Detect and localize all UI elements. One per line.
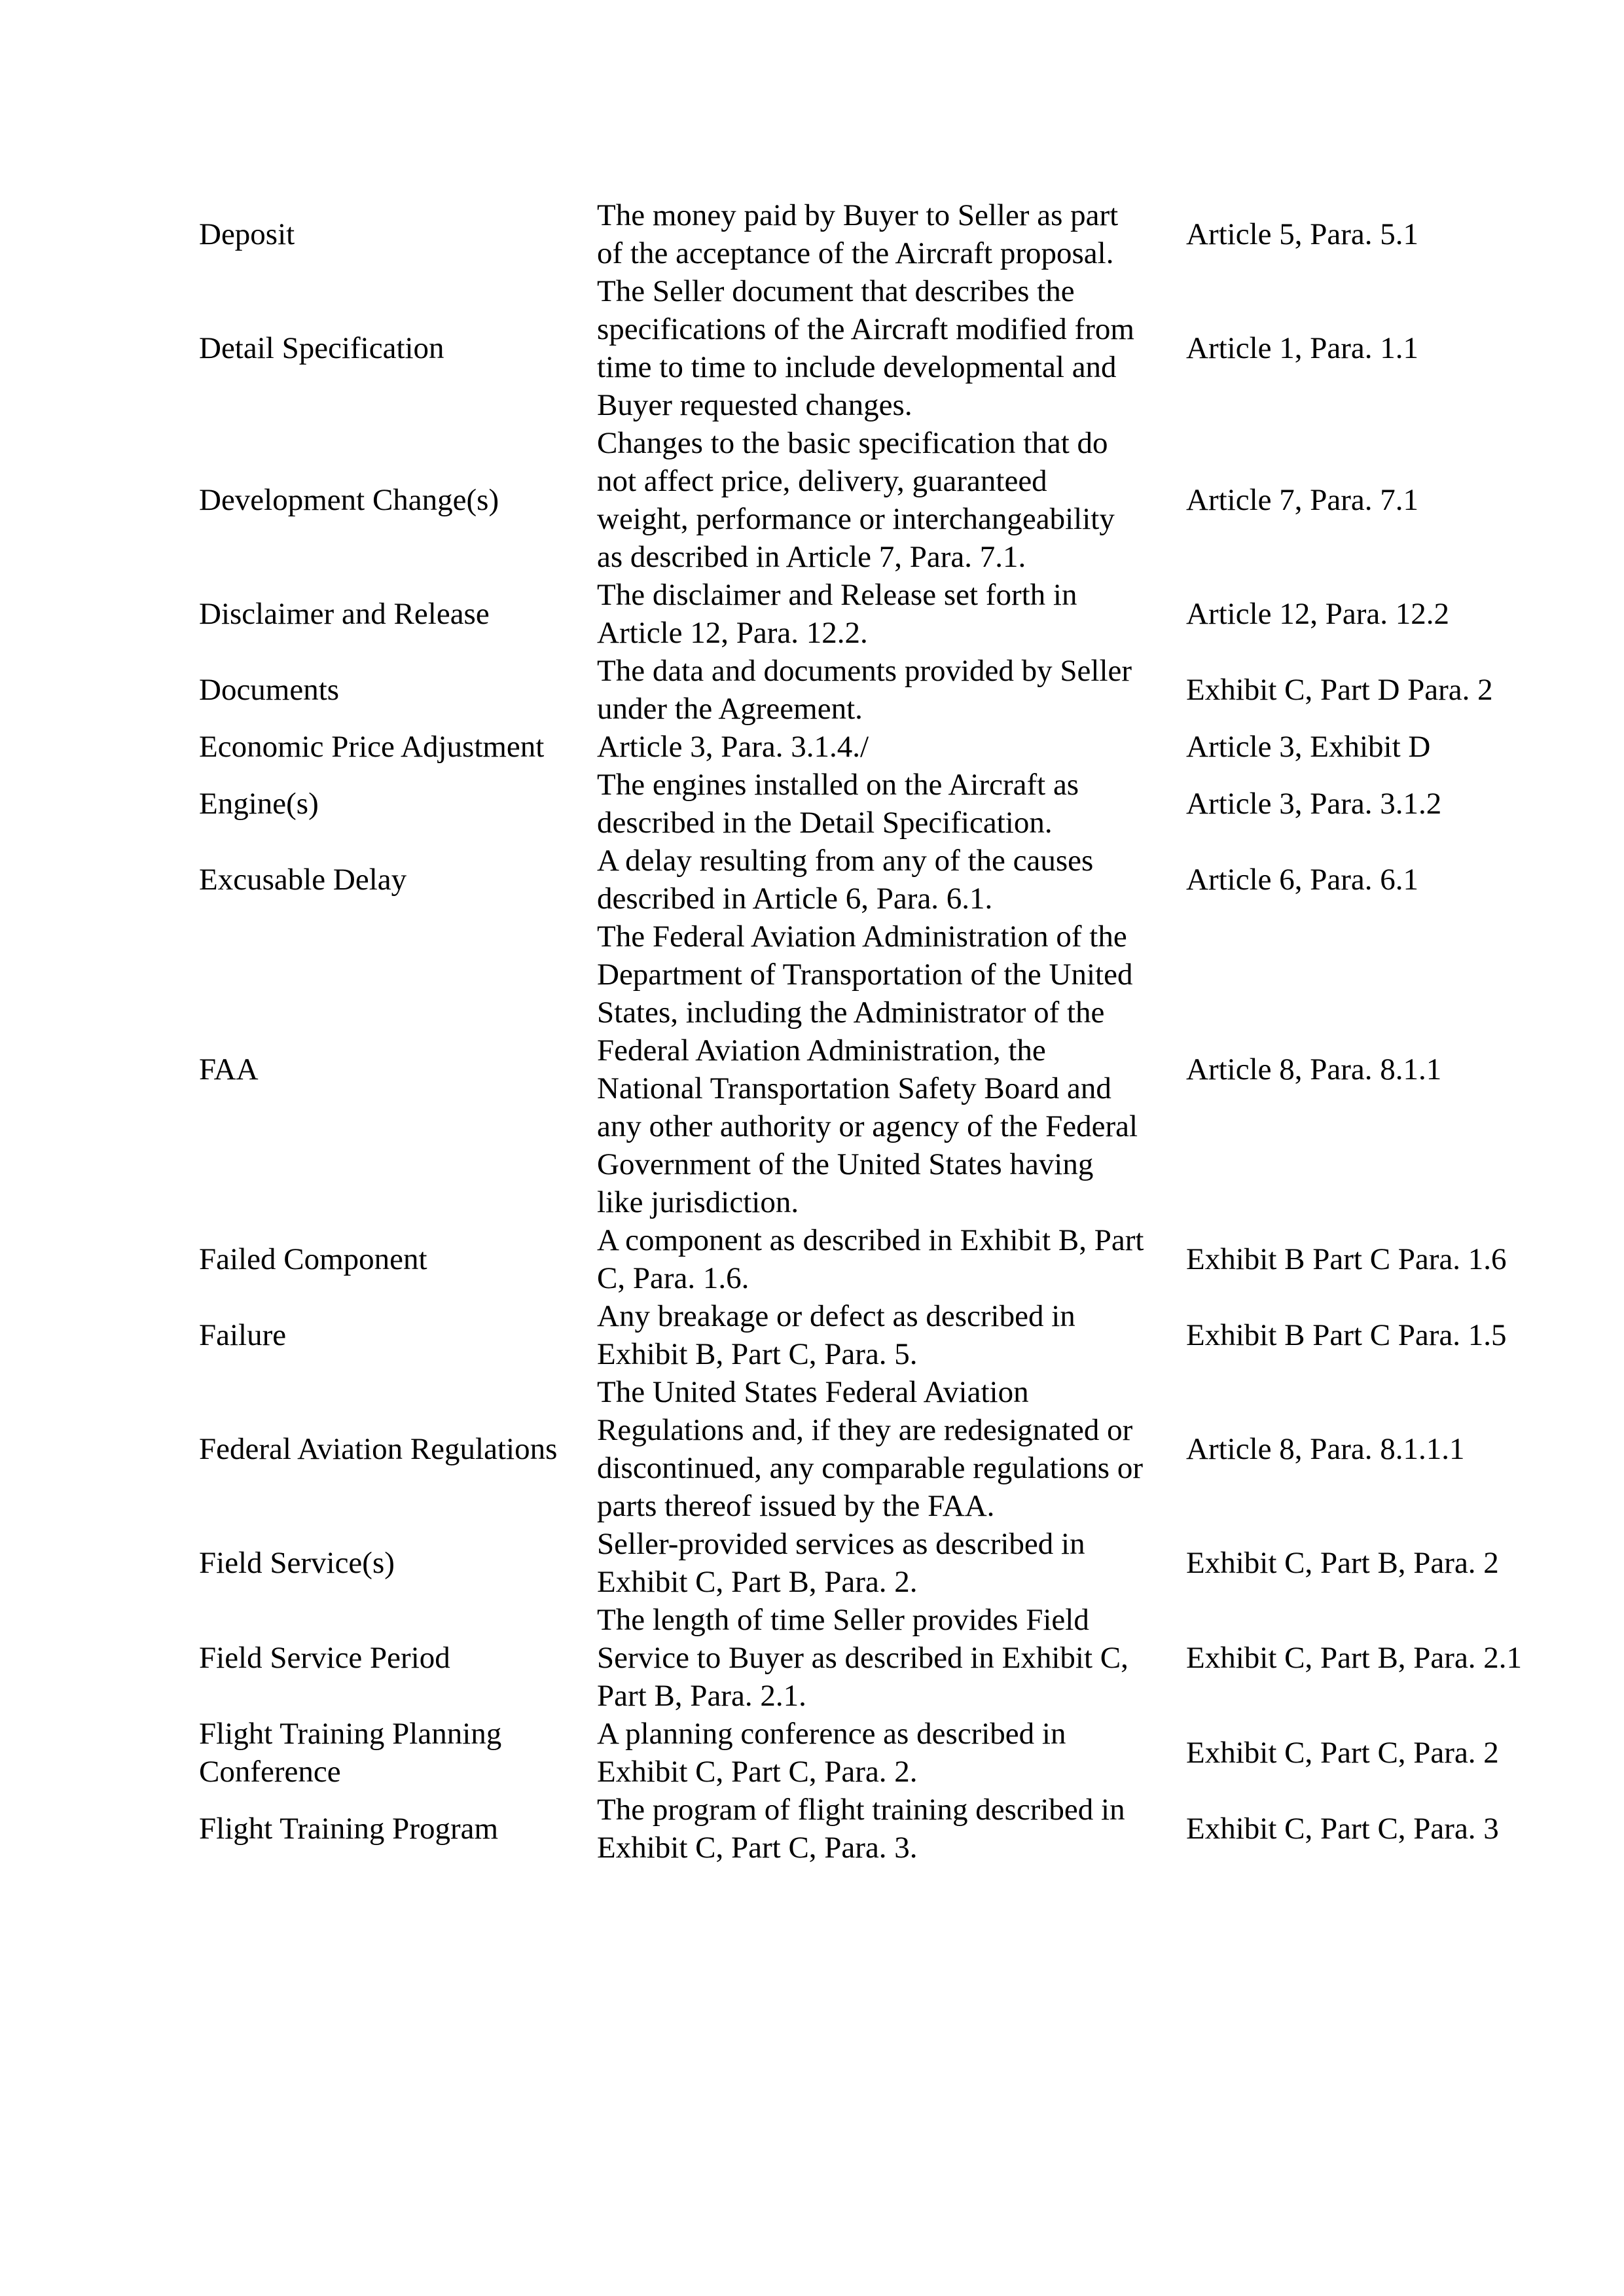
table-row: [199, 576, 1541, 652]
reference-cell: Exhibit C, Part C, Para. 2: [1186, 1736, 1499, 1770]
reference-cell: Exhibit C, Part B, Para. 2.1: [1186, 1641, 1523, 1675]
term-cell: Flight Training Planning Conference: [199, 1717, 502, 1789]
reference-cell: Article 7, Para. 7.1: [1186, 483, 1419, 517]
reference-cell: Exhibit C, Part C, Para. 3: [1186, 1812, 1499, 1846]
table-row: [199, 652, 1541, 728]
table-row: [199, 272, 1541, 424]
definition-cell: The Federal Aviation Administration of the Department of Transportation of the United States, including the Administrator of the Federal Aviation Administration, the National Transportation Safety Board and any other authority or agency of the Federal Government of the United States having like jurisdiction.: [597, 920, 1138, 1219]
reference-cell: Exhibit C, Part D Para. 2: [1186, 673, 1493, 707]
table-row: [199, 424, 1541, 576]
definition-cell: A component as described in Exhibit B, Part C, Para. 1.6.: [597, 1223, 1144, 1295]
term-cell: Documents: [199, 673, 340, 707]
table-row: [199, 766, 1541, 842]
table-row: [199, 842, 1541, 918]
term-cell: Development Change(s): [199, 483, 499, 517]
definition-cell: A delay resulting from any of the causes described in Article 6, Para. 6.1.: [597, 844, 1094, 916]
definition-cell: The United States Federal Aviation Regulations and, if they are redesignated or discontinued, any comparable regulations or parts thereof issued by the FAA.: [597, 1375, 1143, 1523]
definition-cell: The Seller document that describes the specifications of the Aircraft modified from time to time to include developmental and Buyer requested changes.: [597, 274, 1134, 422]
term-cell: Field Service Period: [199, 1641, 450, 1675]
reference-cell: Article 8, Para. 8.1.1.1: [1186, 1432, 1465, 1466]
definition-cell: Article 3, Para. 3.1.4./: [597, 730, 869, 764]
definition-cell: The engines installed on the Aircraft as described in the Detail Specification.: [597, 768, 1079, 840]
definition-cell: The length of time Seller provides Field Service to Buyer as described in Exhibit C, Part B, Para. 2.1.: [597, 1603, 1128, 1713]
table-row: [199, 1601, 1541, 1715]
table-row: [199, 918, 1541, 1221]
term-cell: Field Service(s): [199, 1546, 395, 1580]
term-cell: Deposit: [199, 217, 295, 251]
table-row: [199, 1297, 1541, 1373]
reference-cell: Article 3, Exhibit D: [1186, 730, 1431, 764]
reference-cell: Article 5, Para. 5.1: [1186, 217, 1419, 251]
definition-cell: Any breakage or defect as described in Exhibit B, Part C, Para. 5.: [597, 1299, 1075, 1371]
definition-cell: The program of flight training described in Exhibit C, Part C, Para. 3.: [597, 1793, 1125, 1865]
term-cell: Detail Specification: [199, 331, 444, 365]
term-cell: Federal Aviation Regulations: [199, 1432, 558, 1466]
term-cell: Excusable Delay: [199, 863, 407, 897]
table-row: [199, 1373, 1541, 1525]
definitions-table: [199, 196, 1541, 1867]
definition-cell: Seller-provided services as described in Exhibit C, Part B, Para. 2.: [597, 1527, 1085, 1599]
table-row: [199, 1791, 1541, 1867]
reference-cell: Article 12, Para. 12.2: [1186, 597, 1450, 631]
term-cell: Failed Component: [199, 1242, 427, 1276]
table-row: [199, 1221, 1541, 1297]
definition-cell: The disclaimer and Release set forth in Article 12, Para. 12.2.: [597, 578, 1077, 650]
term-cell: Disclaimer and Release: [199, 597, 490, 631]
term-cell: Failure: [199, 1318, 287, 1352]
reference-cell: Article 3, Para. 3.1.2: [1186, 787, 1442, 821]
table-row: [199, 196, 1541, 272]
term-cell: Flight Training Program: [199, 1812, 499, 1846]
definition-cell: The data and documents provided by Seller under the Agreement.: [597, 654, 1132, 726]
term-cell: Economic Price Adjustment: [199, 730, 545, 764]
reference-cell: Article 1, Para. 1.1: [1186, 331, 1419, 365]
reference-cell: Article 6, Para. 6.1: [1186, 863, 1419, 897]
definition-cell: Changes to the basic specification that do not affect price, delivery, guaranteed weight, performance or interchangeability as described in Article 7, Para. 7.1.: [597, 426, 1115, 574]
reference-cell: Exhibit C, Part B, Para. 2: [1186, 1546, 1499, 1580]
reference-cell: Exhibit B Part C Para. 1.6: [1186, 1242, 1507, 1276]
definition-cell: A planning conference as described in Exhibit C, Part C, Para. 2.: [597, 1717, 1066, 1789]
table-row: [199, 1715, 1541, 1791]
term-cell: FAA: [199, 1052, 259, 1086]
term-cell: Engine(s): [199, 787, 319, 821]
reference-cell: Article 8, Para. 8.1.1: [1186, 1052, 1442, 1086]
definition-cell: The money paid by Buyer to Seller as part of the acceptance of the Aircraft proposal.: [597, 198, 1119, 270]
table-row: [199, 728, 1541, 766]
reference-cell: Exhibit B Part C Para. 1.5: [1186, 1318, 1507, 1352]
table-row: [199, 1525, 1541, 1601]
